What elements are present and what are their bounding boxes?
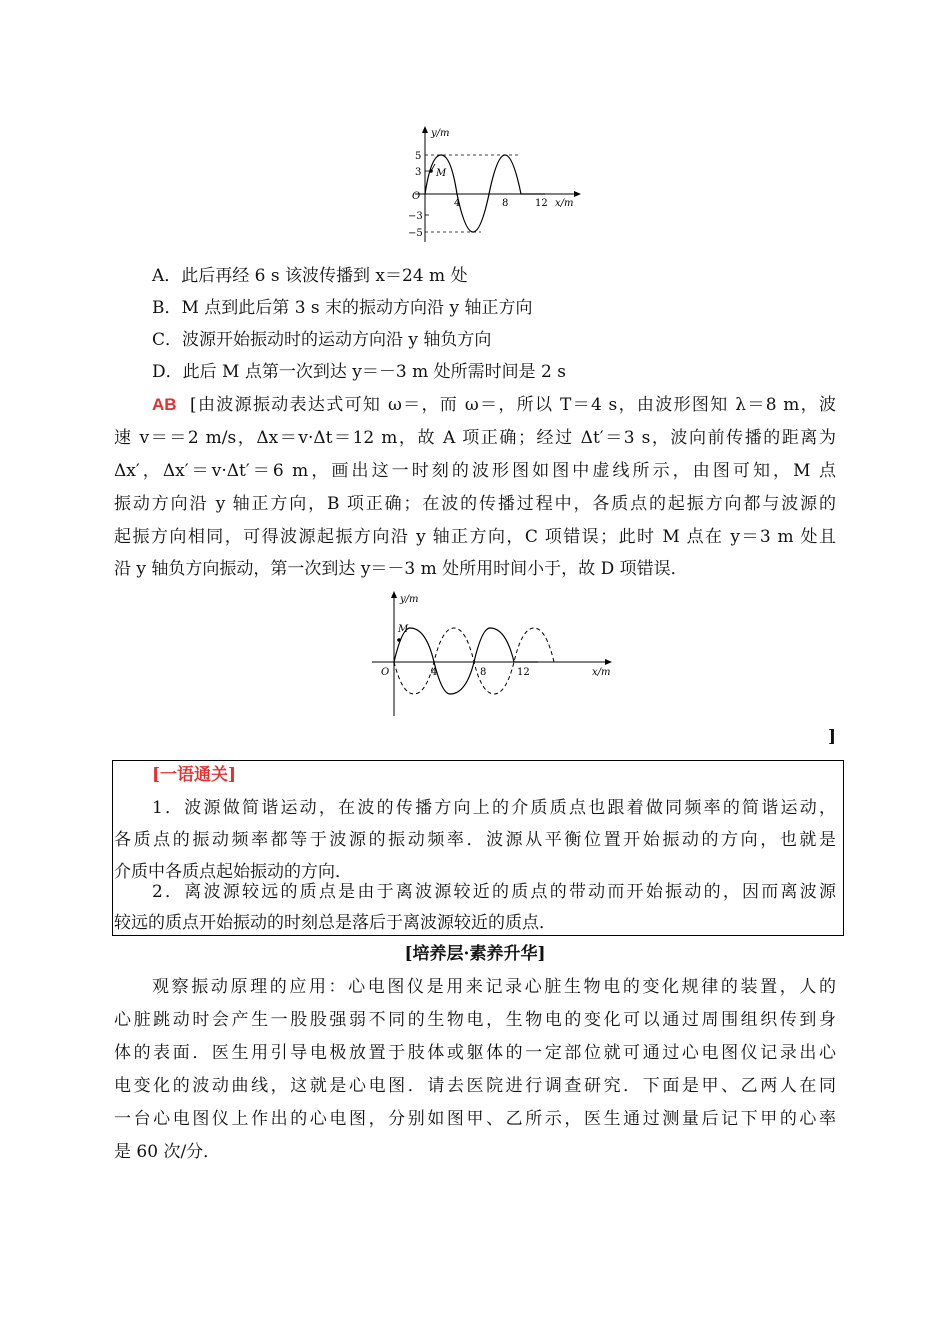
x-tick-12: 12: [535, 198, 548, 209]
y-axis-label: y/m: [431, 128, 450, 139]
y-axis-label: y/m: [400, 594, 419, 605]
box-line-3: 介质中各质点起始振动的方向．: [114, 862, 352, 882]
point-m-label: M: [436, 168, 447, 179]
answer-line-1: [152, 393, 836, 417]
box-title: [一语通关]: [152, 765, 237, 785]
box-line-2: 各质点的振动频率都等于波源的振动频率．波源从平衡位置开始振动的方向，也就是: [114, 830, 836, 850]
wave-curve-solid: [394, 628, 538, 694]
point-m-label: M: [398, 624, 409, 635]
option-c: C．波源开始振动时的运动方向沿 y 轴负方向: [152, 330, 492, 350]
x-axis-label: x/m: [592, 667, 611, 678]
wave-figure-2: [368, 588, 618, 720]
paragraph-line-6: 是 60 次/分．: [114, 1142, 221, 1162]
paragraph-line-4: 电变化的波动曲线，这就是心电图．请去医院进行调查研究．下面是甲、乙两人在同: [114, 1076, 836, 1096]
section-title: [培养层·素养升华]: [404, 944, 546, 964]
wave-figure-1: [395, 124, 585, 246]
box-line-5: 较远的质点开始振动的时刻总是落后于离波源较近的质点．: [114, 913, 556, 933]
x-tick-12: 12: [517, 667, 530, 678]
y-tick-neg5: −5: [408, 228, 423, 239]
option-d: D．此后 M 点第一次到达 y＝－3 m 处所需时间是 2 s: [152, 362, 566, 382]
y-tick-neg3: −3: [408, 211, 423, 222]
paragraph-line-5: 一台心电图仪上作出的心电图，分别如图甲、乙所示，医生通过测量后记下甲的心率: [114, 1109, 836, 1129]
x-tick-8: 8: [502, 198, 509, 209]
answer-text-1: [由波源振动表达式可知 ω＝，而 ω＝，所以 T＝4 s，由波形图知 λ＝8 m，波: [190, 395, 837, 415]
answer-line-5: 起振方向相同，可得波源起振方向沿 y 轴正方向，C 项错误；此时 M 点在 y＝3 m 处且: [114, 527, 836, 547]
x-axis-label: x/m: [555, 198, 574, 209]
box-line-1: 1．波源做简谐运动，在波的传播方向上的介质质点也跟着做同频率的简谐运动，: [152, 798, 836, 818]
option-b: B．M 点到此后第 3 s 末的振动方向沿 y 轴正方向: [152, 298, 533, 318]
answer-line-6: 沿 y 轴负方向振动，第一次到达 y＝－3 m 处所用时间小于，故 D 项错误．: [114, 559, 688, 579]
paragraph-line-2: 心脏跳动时会产生一股股强弱不同的生物电，生物电的变化可以通过周围组织传到身: [114, 1010, 836, 1030]
answer-line-4: 振动方向沿 y 轴正方向，B 项正确；在波的传播过程中，各质点的起振方向都与波源的: [114, 494, 836, 514]
x-tick-4: 4: [454, 198, 461, 209]
y-tick-5: 5: [415, 151, 422, 162]
option-a: A．此后再经 6 s 该波传播到 x＝24 m 处: [152, 266, 468, 286]
origin-label: O: [381, 667, 390, 678]
closing-bracket: ]: [828, 727, 837, 747]
x-tick-8: 8: [480, 667, 487, 678]
paragraph-line-1: 观察振动原理的应用：心电图仪是用来记录心脏生物电的变化规律的装置，人的: [152, 977, 836, 997]
x-tick-4: 4: [431, 667, 438, 678]
y-tick-3: 3: [415, 167, 422, 178]
answer-label: AB: [152, 395, 177, 414]
origin-label: O: [412, 191, 421, 202]
answer-line-2: 速 v＝＝2 m/s，Δx＝v·Δt＝12 m，故 A 项正确；经过 Δt′＝3 s，波向前传播的距离为: [114, 428, 836, 448]
paragraph-line-3: 体的表面．医生用引导电极放置于肢体或躯体的一定部位就可通过心电图仪记录出心: [114, 1043, 836, 1063]
point-m: [397, 638, 401, 642]
answer-line-3: Δx′，Δx′＝v·Δt′＝6 m，画出这一时刻的波形图如图中虚线所示，由图可知，M 点: [114, 461, 836, 481]
box-line-4: 2．离波源较远的质点是由于离波源较近的质点的带动而开始振动的，因而离波源: [152, 882, 836, 902]
